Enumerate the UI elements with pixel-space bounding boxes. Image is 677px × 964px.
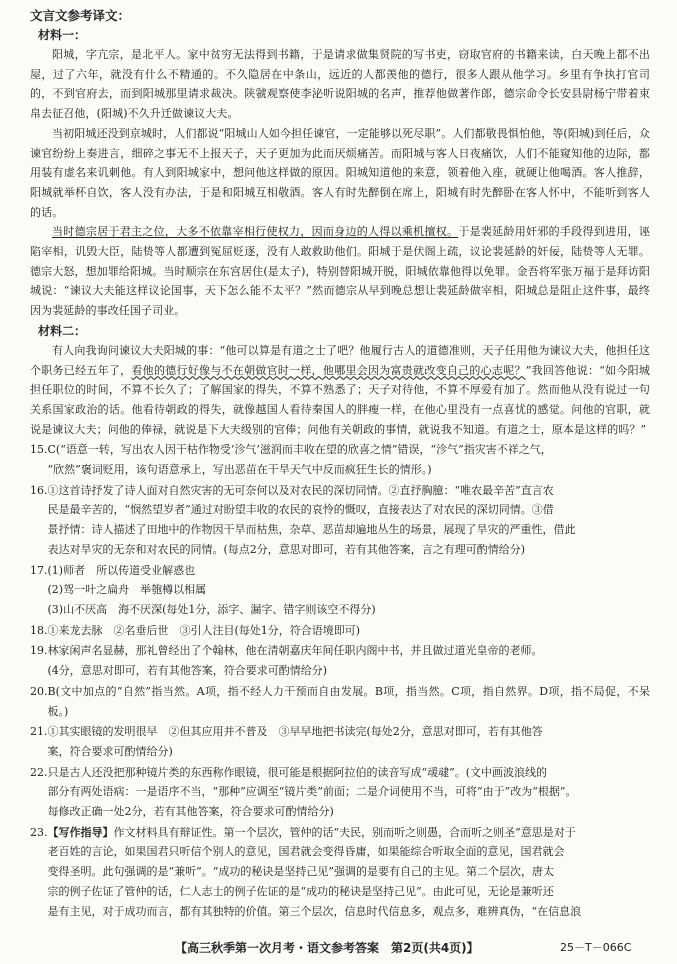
material1-paragraph-3 (30, 222, 650, 321)
answer-text (48, 440, 651, 479)
material1-paragraph-1: 阳城，字亢宗，是北平人。家中贫穷无法得到书籍，于是请求做集贤院的写书吏，窃取官府的书籍来读，白天晚上都不出屋，过了六年，就没有什么不精通的。不久隐居在中条山，远近的人都羡他的德行，很多人跟从他学习。乡里有争执打官司的，不到官府去，而到阳城那里请求裁决。陕虢观察使李泌听说阳城的名声，推荐他做著作郎，德宗命令长安县尉杨宁带着束帛去征召他，(阳城)不久升迁做谏议大夫。 (30, 48, 650, 121)
answer-item (30, 682, 650, 721)
material2-text-a: 有人向我询问谏议大夫阳城的事：“他可以算是有道之士了吧？他履行古人的道德准则，天子任用他为谏议大夫，他担任这个职务已经五年了， (30, 343, 650, 377)
answer-line: B(文中加点的“自然”指当然。A项，指不经人力干预而自由发展。B项，指当然。C项，指自然界。D项，指不局促，不呆板。) (47, 684, 650, 718)
answer-line: C(“语意一转，写出农人因干枯作物受‘沴气’滋润而丰收在望的欣喜之情”错误，“沴气”指灾害不祥之气， (47, 443, 552, 457)
answer-text (48, 823, 651, 922)
answer-list (30, 440, 650, 921)
answer-line: 变得圣明。此句强调的是“兼听”。“成功的秘诀是坚持己见”强调的是要有自己的主见。第二个层次，唐太 (47, 865, 554, 879)
answer-text (48, 561, 651, 620)
answer-number: 21. (30, 725, 48, 739)
answer-line: ①这首诗抒发了诗人面对自然灾害的无可奈何以及对农民的深切同情。②直抒胸臆：“唯农最辛苦”直言农 (47, 483, 554, 497)
answer-line: 民是最辛苦的，“悯然望岁者”通过对盼望丰收的农民的哀怜的慨叹，直接表达了对农民的深切同情。③借 (47, 503, 554, 517)
answer-line: (4分，意思对即可，若有其他答案，符合要求可酌情给分) (47, 664, 328, 678)
answer-number: 15. (30, 443, 48, 457)
answer-number: 23. (30, 825, 48, 839)
answer-number: 20. (30, 684, 48, 698)
answer-line: 老百姓的言论，如果国君只听信个别人的意见，国君就会变得昏庸，如果能综合听取全面的意见，国君就会 (47, 845, 565, 859)
answer-line: (3)山不厌高 海不厌深(每处1分，添字、漏字、错字则该空不得分) (47, 602, 376, 616)
answer-line: 表达对旱灾的无奈和对农民的同情。(每点2分，意思对即可，若有其他答案，言之有理可酌情给分) (47, 542, 526, 556)
answer-line: (1)师者 所以传道受业解惑也 (47, 563, 196, 577)
translation-heading: 文言文参考译文： (30, 8, 131, 23)
footer-code: 25－T－066C (560, 941, 632, 954)
answer-text (48, 722, 651, 761)
answer-line: 林家闲声名显赫，那礼曾经出了个翰林，他在清朝嘉庆年间任职内阁中书，并且做过道光皇帝的老师。 (47, 644, 543, 658)
answer-line: 案，符合要求可酌情给分) (47, 744, 173, 758)
document-page (30, 6, 650, 921)
material2-title: 材料二： (38, 323, 87, 338)
material2-text-b: ”我回答他说：“如今阳城担任职位的时间，不算不长久了；了解国家的得失，不算不熟悉了；天子对待他，不算不厚爱有加了。然而他从没有说过一句关系国家政治的话。他看待朝政的得失，就像越国人看待秦国人的胖瘦一样，在他心里没有一点喜忧的感觉。问他的官职，就说是谏议大夫；问他的俸禄，就说是下大夫级别的官俸；问他有关朝政的事情，就说我不知道。有道之士，原本是这样的吗？” (30, 363, 651, 436)
answer-line: ①来龙去脉 ②名垂后世 ③引人注目(每处1分，符合语境即可) (47, 623, 361, 637)
answer-item (30, 641, 650, 680)
answer-line: 每修改正确一处2分，若有其他答案，符合要求可酌情给分) (47, 805, 334, 819)
answer-line: ①其实眼镜的发明很早 ②但其应用并不普及 ③早早地把书读完(每处2分，意思对即可，若有其他答 (47, 725, 543, 739)
answer-line-text: 作文材料具有辩证性。第一个层次，管仲的话“夫民，别而听之则愚，合而听之则圣”意思是对于 (113, 825, 576, 839)
answer-text (48, 621, 651, 641)
material1-paragraph-2: 当初阳城还没到京城时，人们都说“阳城山人如今担任谏官，一定能够以死尽职”。人们都敬畏惧怕他，等(阳城)到任后，众谏官纷纷上奏进言，细碎之事无不上报天子，天子更加为此而厌烦痛苦。而阳城与客人日夜痛饮，人们不能窥知他的边际，都用装有虚名来讥刺他。有人到阳城家中，想问他这样做的原因。阳城知道他的来意，领着他入座，就硬让他喝酒。客人推辞，阳城就举杯自饮，客人没有办法，于是和阳城互相敬酒。客人有时先醉倒在席上，阳城有时先醉卧在客人怀中，不能听到客人的话。 (30, 126, 650, 219)
answer-item (30, 481, 650, 560)
answer-item (30, 440, 650, 479)
answer-line (48, 823, 651, 843)
answer-line: 是有主见，对于成功而言，都有其独特的价值。第三个层次，信息时代信息多，观点多，难辨真伪，“在信息浪 (47, 904, 582, 918)
page-footer (0, 938, 677, 958)
answer-number: 18. (30, 623, 48, 637)
material2-paragraph-1 (30, 341, 650, 440)
answer-line: 宗的例子佐证了管仲的话，仁人志士的例子佐证的是“成功的秘诀是坚持己见”。由此可见，无论是兼听还 (47, 884, 554, 898)
answer-number: 22. (30, 765, 48, 779)
answer-number: 19. (30, 644, 48, 658)
writing-guide-label: 【写作指导】 (47, 825, 114, 839)
answer-text (48, 481, 651, 560)
answer-item (30, 561, 650, 620)
answer-number: 17. (30, 563, 48, 577)
material1-title: 材料一： (38, 28, 87, 42)
answer-line: 部分有两处语病：一是语序不当，“那种”应调至“镜片类”前面；二是介词使用不当，可将“由于”改为“根据”。 (47, 785, 577, 799)
material1-paragraph-3-rest: 于是裴延龄用奸邪的手段得到进用，诬陷宰相，讥毁大臣，陆贽等人都遭到冤屈贬逐，没有人敢救助他们。阳城于是伏阁上疏，议论裴延龄的奸佞，陆贽等人无罪。德宗大怒，想加罪给阳城。当时顺宗在东宫居住(是太子)，特别替阳城开脱，阳城依靠他得以免罪。金吾将军张万福于是拜访阳城说：“谏议大夫能这样议论国事，天下怎么能不太平？”然而德宗从早到晚总想让裴延龄做宰相，阳城总是阻止这件事，最终因为裴延龄的事改任国子司业。 (30, 225, 650, 318)
answer-text (48, 682, 651, 721)
answer-number: 16. (30, 483, 48, 497)
answer-item (30, 722, 650, 761)
answer-item (30, 621, 650, 641)
footer-title: 【高三秋季第一次月考・语文参考答案 第2页(共4页)】 (175, 941, 479, 955)
underlined-sentence: 当时德宗居于君主之位，大多不依靠宰相行使权力，因而身边的人得以乘机擅权。 (52, 225, 459, 239)
answer-item (30, 763, 650, 822)
answer-line: 只是古人还没把那种镜片类的东西称作眼镜，很可能是根据阿拉伯的读音写成“叆叇”。(文中画波浪线的 (47, 765, 548, 779)
wavy-underlined-sentence: 看他的德行好像与不在朝做官时一样，他哪里会因为富贵就改变自己的心志呢？ (131, 363, 526, 377)
answer-line: “欣然”褒词贬用，该句语意承上，写出恶苗在干旱天气中反而疯狂生长的情形。) (47, 463, 432, 477)
answer-text (48, 763, 651, 822)
answer-item (30, 823, 650, 922)
answer-line: 景抒情：诗人描述了田地中的作物因干旱而枯焦，杂草、恶苗却遍地丛生的场景，展现了旱灾的严重性，借此 (47, 523, 576, 537)
answer-text (48, 641, 651, 680)
answer-line: (2)驾一叶之扁舟 举匏樽以相属 (47, 583, 207, 597)
